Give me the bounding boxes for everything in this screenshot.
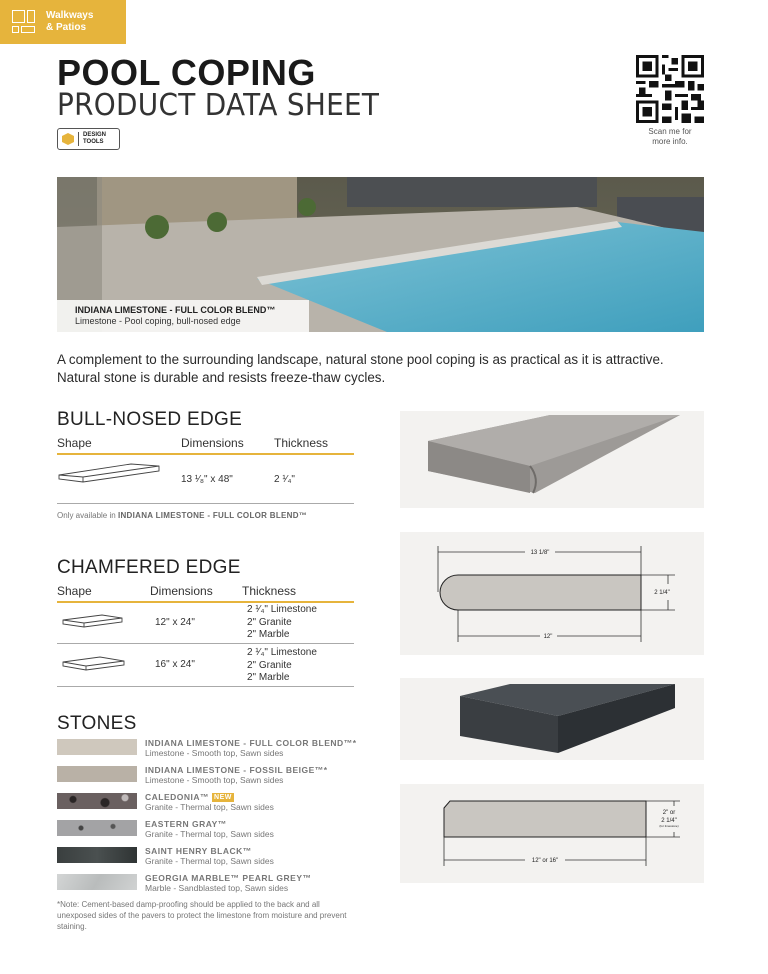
stone-description: Marble - Sandblasted top, Sawn sides xyxy=(145,883,289,893)
stone-description: Limestone - Smooth top, Sawn sides xyxy=(145,775,284,785)
bull-nosed-header-dimensions: Dimensions xyxy=(181,436,244,450)
hero-caption-subtitle: Limestone - Pool coping, bull-nosed edge xyxy=(75,316,241,326)
bull-nosed-dimension-drawing xyxy=(400,532,704,655)
design-tools-line2: TOOLS xyxy=(83,139,104,145)
chamfered-profile-diagram xyxy=(400,784,704,883)
chamfered-row2-thickness xyxy=(247,647,317,685)
length-label: 12" or 16" xyxy=(531,858,559,864)
stones-title: STONES xyxy=(57,713,137,734)
depth-label: 12" xyxy=(543,634,553,640)
category-label-line2: & Patios xyxy=(46,22,87,33)
page-title: POOL COPING xyxy=(57,52,316,93)
cube-icon xyxy=(62,133,74,145)
overall-width-label: 13 1/8" xyxy=(530,550,550,556)
bull-nosed-shape-icon xyxy=(58,462,162,484)
thickness-label-line2: 2 1/4" xyxy=(661,818,677,824)
chamfered-dimension-drawing xyxy=(400,784,704,883)
bull-nosed-dimensions: 13 ¹⁄₈" x 48" xyxy=(181,474,233,485)
stone-name: GEORGIA MARBLE™ PEARL GREY™ xyxy=(145,873,312,883)
hero-image xyxy=(57,177,704,332)
design-tools-line1: DESIGN xyxy=(83,132,107,138)
damp-proofing-note: *Note: Cement-based damp-proofing should be applied to the back and all unexposed sides of the pavers to protect the limestone from moisture and prevent staining. xyxy=(57,900,347,931)
thickness-label-line1: 2" or xyxy=(662,810,676,816)
chamfered-header-shape: Shape xyxy=(57,584,92,598)
bull-nosed-header-shape: Shape xyxy=(57,436,92,450)
hero-caption xyxy=(57,300,309,332)
stone-swatch xyxy=(57,766,137,782)
stone-name xyxy=(145,792,234,802)
intro-line2: Natural stone is durable and resists freeze-thaw cycles. xyxy=(57,370,386,385)
design-tools-button[interactable] xyxy=(57,128,120,150)
bull-nosed-product-photo xyxy=(400,411,704,508)
stone-swatch xyxy=(57,847,137,863)
divider xyxy=(57,601,354,603)
qr-code-icon[interactable] xyxy=(636,55,704,123)
category-label-line1: Walkways xyxy=(46,10,94,21)
thickness-granite: 2" Granite xyxy=(247,659,292,671)
thickness-label: 2 1/4" xyxy=(654,590,670,596)
chamfered-row1-dimensions: 12" x 24" xyxy=(155,617,195,628)
stone-swatch xyxy=(57,739,137,755)
new-badge: NEW xyxy=(214,794,232,801)
stone-name: INDIANA LIMESTONE - FULL COLOR BLEND™* xyxy=(145,738,357,748)
chamfered-row2-dimensions: 16" x 24" xyxy=(155,659,195,670)
hero-caption-title: INDIANA LIMESTONE - FULL COLOR BLEND™ xyxy=(75,305,276,315)
page-subtitle: PRODUCT DATA SHEET xyxy=(57,88,380,123)
stone-description: Granite - Thermal top, Sawn sides xyxy=(145,802,274,812)
pavers-layout-icon xyxy=(12,10,36,34)
stone-name-text: CALEDONIA™ xyxy=(145,792,210,802)
divider xyxy=(57,643,354,644)
stone-swatch xyxy=(57,820,137,836)
availability-stone: INDIANA LIMESTONE - FULL COLOR BLEND™ xyxy=(117,511,308,520)
stone-swatch xyxy=(57,874,137,890)
qr-caption-line1: Scan me for xyxy=(648,127,692,136)
thickness-limestone: 2 ¹⁄₄" Limestone xyxy=(247,604,317,615)
bull-nosed-thickness: 2 ¹⁄₄" xyxy=(274,474,295,485)
stone-description: Granite - Thermal top, Sawn sides xyxy=(145,829,274,839)
thickness-marble: 2" Marble xyxy=(247,672,290,683)
thickness-granite: 2" Granite xyxy=(247,616,292,628)
chamfered-shape-icon-12x24 xyxy=(62,614,124,630)
design-tools-label xyxy=(83,132,106,146)
chamfered-title: CHAMFERED EDGE xyxy=(57,557,241,578)
stone-swatch xyxy=(57,793,137,809)
intro-line1: A complement to the surrounding landscape, natural stone pool coping is as practical as it is attractive. xyxy=(57,352,664,367)
availability-prefix: Only available in xyxy=(57,511,116,520)
chamfered-stone-illustration xyxy=(400,678,704,760)
thickness-limestone: 2 ¹⁄₄" Limestone xyxy=(247,647,317,658)
thickness-note: (for limestone) xyxy=(659,824,679,828)
qr-caption-line2: more info. xyxy=(652,137,688,146)
divider xyxy=(57,686,354,687)
category-tab-walkways-patios[interactable] xyxy=(0,0,126,44)
bull-nosed-header-thickness: Thickness xyxy=(274,436,329,450)
qr-caption xyxy=(620,127,720,147)
stone-description: Limestone - Smooth top, Sawn sides xyxy=(145,748,284,758)
availability-note xyxy=(57,511,307,520)
bull-nosed-title: BULL-NOSED EDGE xyxy=(57,409,243,430)
chamfered-product-photo xyxy=(400,678,704,760)
stone-name: SAINT HENRY BLACK™ xyxy=(145,846,252,856)
divider xyxy=(57,503,354,504)
bull-nosed-profile-diagram xyxy=(400,532,704,655)
bull-nosed-stone-illustration xyxy=(400,411,704,508)
category-label xyxy=(46,10,93,34)
chamfered-row1-thickness xyxy=(247,604,317,642)
divider xyxy=(57,453,354,455)
chamfered-header-dimensions: Dimensions xyxy=(150,584,213,598)
stone-name: EASTERN GRAY™ xyxy=(145,819,227,829)
stone-name: INDIANA LIMESTONE - FOSSIL BEIGE™* xyxy=(145,765,328,775)
chamfered-header-thickness: Thickness xyxy=(242,584,297,598)
chamfered-shape-icon-16x24 xyxy=(62,656,126,672)
stone-description: Granite - Thermal top, Sawn sides xyxy=(145,856,274,866)
thickness-marble: 2" Marble xyxy=(247,629,290,640)
intro-paragraph xyxy=(57,351,717,387)
divider xyxy=(78,132,79,146)
